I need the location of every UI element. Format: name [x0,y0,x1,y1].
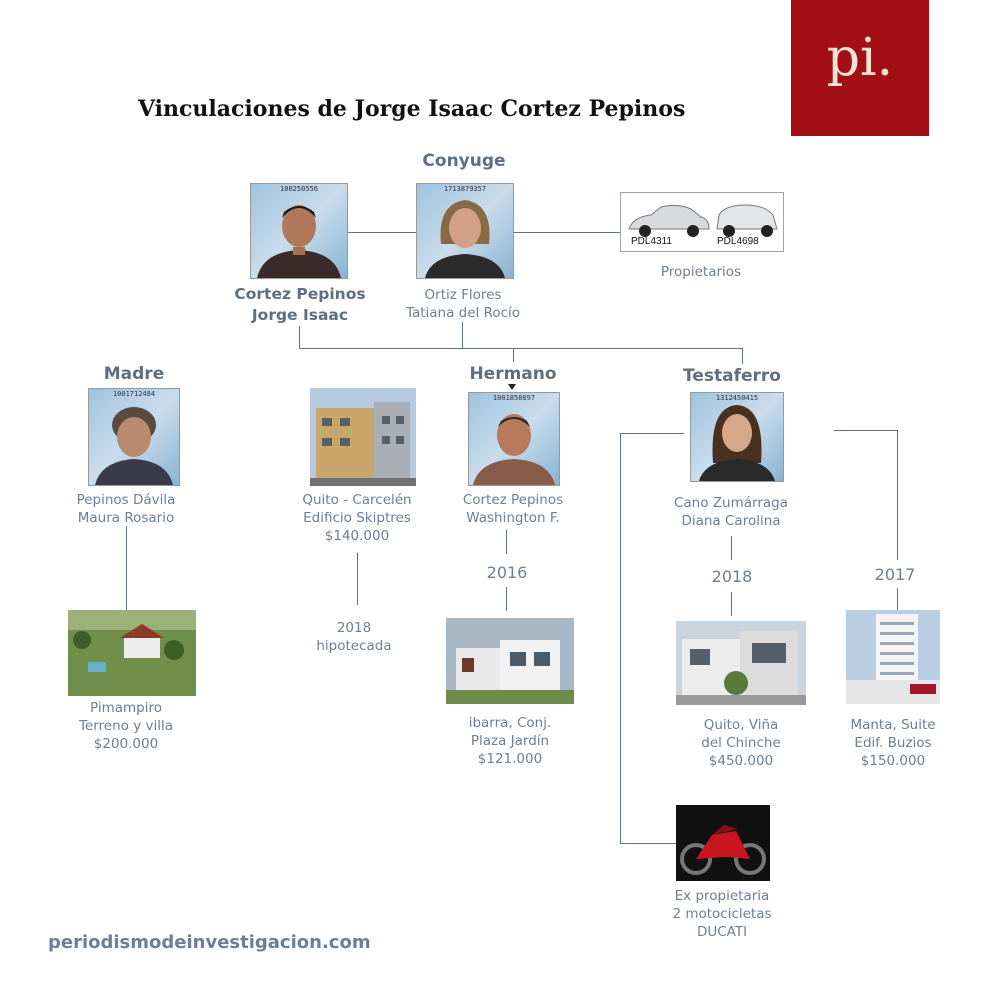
mother-role-label: Madre [103,364,165,384]
front-property-year-1: 2018 [711,567,753,586]
motorcycle-photo [676,805,770,881]
front-property-year-2: 2017 [874,565,916,584]
front-name: Cano Zumárraga Diana Carolina [673,495,788,529]
plate-1: PDL4311 [631,236,672,247]
footer-website[interactable]: periodismodeinvestigacion.com [48,932,371,953]
spouse-role-label: Conyuge [422,151,506,171]
pimampiro-property-photo [68,610,196,696]
connector [897,588,898,610]
quito-building-caption: Quito - Carcelén Edificio Skiptres $140.000 [302,492,412,544]
arrow-down-icon [508,384,516,390]
mother-photo: 1001712484 [88,388,180,486]
connector [299,326,300,348]
front-photo: 1312450415 [690,392,784,482]
quito-building-photo [310,388,416,486]
connector [506,530,507,554]
connector [731,592,732,616]
spouse-name: Ortiz Flores Tatiana del Rocío [405,287,521,321]
connector [126,526,127,610]
brother-role-label: Hermano [469,364,557,384]
connector [620,843,676,844]
front-role-label: Testaferro [683,366,781,386]
connector [742,348,743,364]
vehicles-photo [620,192,784,252]
ibarra-house-caption: ibarra, Conj. Plaza Jardín $121.000 [468,715,552,767]
connector [897,430,898,560]
connector [834,430,897,431]
connector [620,433,684,434]
brother-photo: 1001858897 [468,392,560,486]
connector [462,322,463,348]
connector [506,587,507,611]
connector [357,553,358,605]
pimampiro-property-caption: Pimampiro Terreno y villa $200.000 [78,700,174,752]
vina-house-caption: Quito, Viña del Chinche $450.000 [701,717,781,769]
connector [299,348,742,349]
ibarra-house-photo [446,618,574,704]
quito-building-note: 2018 hipotecada [316,620,392,654]
diagram-title: Vinculaciones de Jorge Isaac Cortez Pepinos [138,96,686,122]
brother-name: Cortez Pepinos Washington F. [462,492,564,526]
main-person-photo: 100250556 [250,183,348,279]
connector [620,433,621,844]
mother-name: Pepinos Dávila Maura Rosario [76,492,176,526]
manta-building-photo [846,610,940,704]
connector [512,232,620,233]
vina-house-photo [676,621,806,705]
brother-property-year: 2016 [486,563,528,582]
spouse-photo: 1713879357 [416,183,514,279]
connector [346,232,416,233]
connector [513,348,514,362]
vehicles-caption: Propietarios [660,264,742,280]
main-person-name: Cortez Pepinos Jorge Isaac [234,285,366,324]
logo: pi. [791,0,929,136]
motorcycle-caption: Ex propietaria 2 motocicletas DUCATI [672,888,772,940]
plate-2: PDL4698 [717,236,759,247]
connector [731,536,732,560]
manta-building-caption: Manta, Suite Edif. Buzios $150.000 [850,717,936,769]
